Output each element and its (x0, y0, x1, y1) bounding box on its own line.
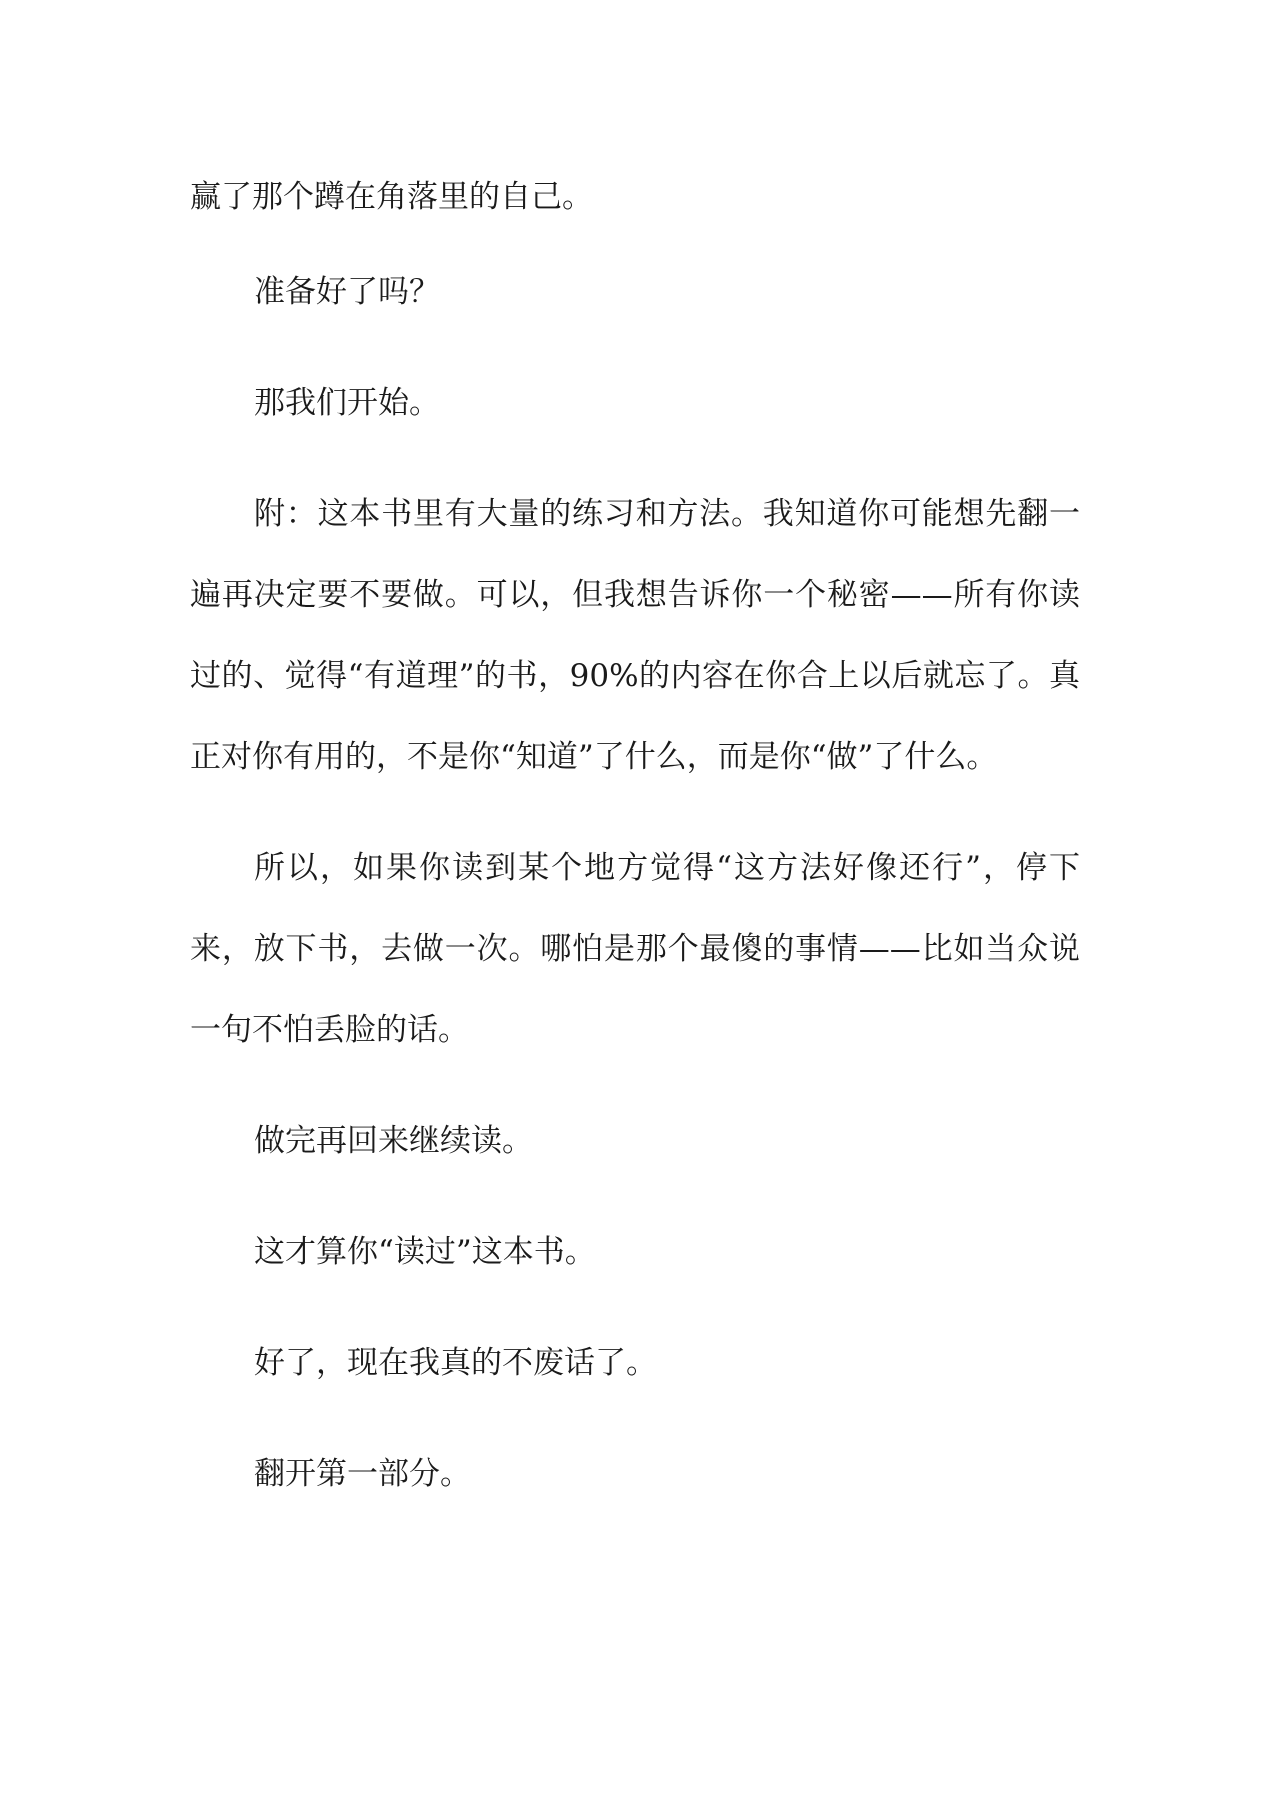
paragraph-start: 那我们开始。 (254, 385, 440, 421)
paragraph-ready-question: 准备好了吗？ (254, 274, 440, 310)
document-body (190, 172, 1080, 1545)
paragraph-no-more-talk: 好了，现在我真的不废话了。 (254, 1345, 657, 1381)
paragraph-practice-advice: 所以，如果你读到某个地方觉得“这方法好像还行”，停下来，放下书，去做一次。哪怕是那个最傻的事情——比如当众说一句不怕丢脸的话。 (190, 850, 1080, 1048)
paragraph-come-back: 做完再回来继续读。 (254, 1123, 533, 1159)
paragraph-read-it: 这才算你“读过”这本书。 (254, 1234, 596, 1270)
paragraph-appendix-note: 附：这本书里有大量的练习和方法。我知道你可能想先翻一遍再决定要不要做。可以，但我想告诉你一个秘密——所有你读过的、觉得“有道理”的书，90%的内容在你合上以后就忘了。真正对你有用的，不是你“知道”了什么，而是你“做”了什么。 (190, 496, 1080, 775)
paragraph-open-part-one: 翻开第一部分。 (254, 1456, 471, 1492)
paragraph-continuation: 赢了那个蹲在角落里的自己。 (190, 179, 593, 215)
